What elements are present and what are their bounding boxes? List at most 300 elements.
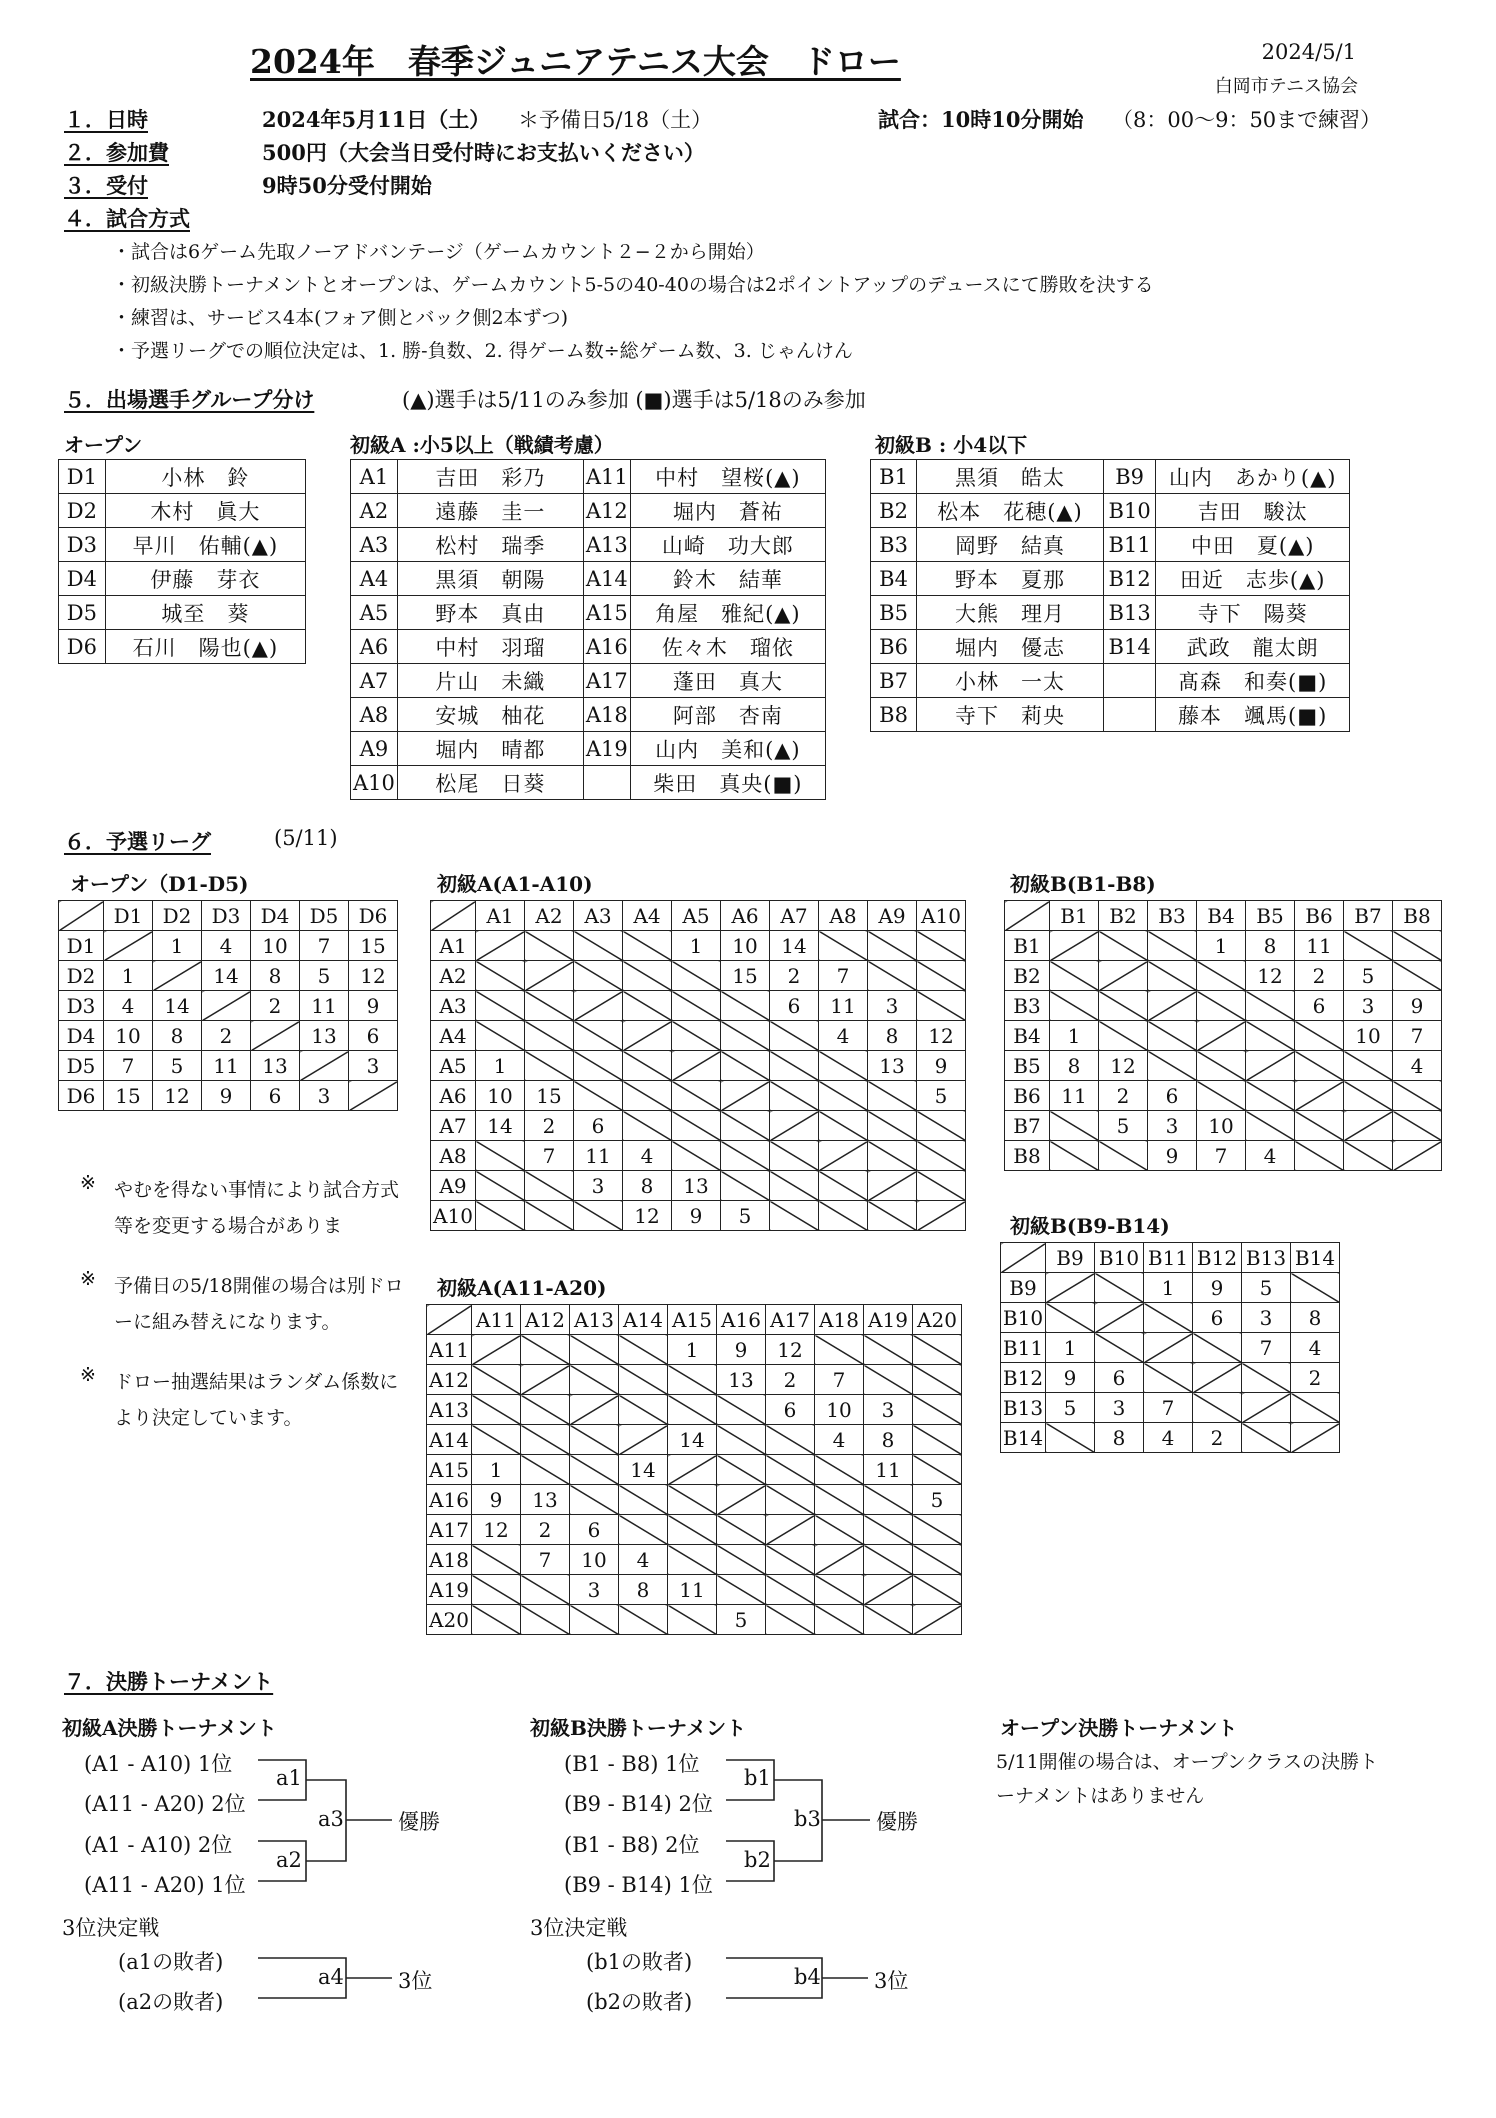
player-name: 中村 羽瑠	[397, 630, 583, 664]
matrix-score-cell: 6	[1295, 991, 1344, 1021]
matrix-score-cell: 1	[672, 931, 721, 961]
matrix-score-cell: 7	[104, 1051, 153, 1081]
player-name: 寺下 莉央	[917, 698, 1104, 732]
player-id: A11	[583, 460, 630, 494]
matrix-score-cell: 9	[1148, 1141, 1197, 1171]
player-id: A13	[583, 528, 630, 562]
player-name: 木村 眞大	[105, 494, 305, 528]
matrix-col-header: A15	[668, 1305, 717, 1335]
matrix-score-cell: 8	[251, 961, 300, 991]
matrix-score-cell: 1	[1197, 931, 1246, 961]
player-id: B1	[871, 460, 917, 494]
matrix-score-cell: 9	[202, 1081, 251, 1111]
matrix-row-header: D1	[59, 931, 104, 961]
matrix-col-header: A8	[819, 901, 868, 931]
matrix-row-header: B6	[1005, 1081, 1050, 1111]
matrix-row-header: D2	[59, 961, 104, 991]
matrix-row-header: A16	[427, 1485, 472, 1515]
matrix-row-header: A1	[431, 931, 476, 961]
player-id: B12	[1103, 562, 1155, 596]
matrix-col-header: B9	[1046, 1243, 1095, 1273]
matrix-row-header: A3	[431, 991, 476, 1021]
matrix-score-cell: 10	[1344, 1021, 1393, 1051]
matrix-score-cell: 8	[1291, 1303, 1340, 1333]
matrix-score-cell: 9	[1046, 1363, 1095, 1393]
matrix-col-header: D2	[153, 901, 202, 931]
match-label: a1	[276, 1766, 302, 1790]
matrix-col-header: A19	[864, 1305, 913, 1335]
matrix-col-header: B6	[1295, 901, 1344, 931]
matrix-row-header: A18	[427, 1545, 472, 1575]
note-mark: ※	[80, 1268, 96, 1290]
matrix-row-header: A2	[431, 961, 476, 991]
third-place-label: 3位	[874, 1969, 909, 1993]
matrix-score-cell: 5	[1344, 961, 1393, 991]
matrix-score-cell: 1	[104, 961, 153, 991]
matrix-row-header: A8	[431, 1141, 476, 1171]
matrix-col-header: B8	[1393, 901, 1442, 931]
matrix-score-cell: 9	[472, 1485, 521, 1515]
player-name: 阿部 杏南	[630, 698, 825, 732]
player-id: B4	[871, 562, 917, 596]
matrix-score-cell: 2	[766, 1365, 815, 1395]
a-tournament-title: 初級A決勝トーナメント	[62, 1716, 277, 1740]
rule-item: ・試合は6ゲーム先取ノーアドバンテージ（ゲームカウント２−２から開始）	[112, 241, 765, 263]
matrix-score-cell: 12	[1246, 961, 1295, 991]
matrix-score-cell: 8	[1095, 1423, 1144, 1453]
matrix-col-header: A9	[868, 901, 917, 931]
matrix-score-cell: 6	[349, 1021, 398, 1051]
matrix-score-cell: 5	[721, 1201, 770, 1231]
matrix-score-cell: 9	[672, 1201, 721, 1231]
matrix-score-cell: 11	[1050, 1081, 1099, 1111]
matrix-col-header: A16	[717, 1305, 766, 1335]
matrix-score-cell: 4	[1393, 1051, 1442, 1081]
matrix-col-header: B5	[1246, 901, 1295, 931]
matrix-score-cell: 7	[1393, 1021, 1442, 1051]
matrix-row-header: D5	[59, 1051, 104, 1081]
player-name: 山崎 功大郎	[630, 528, 825, 562]
a2-league-title: 初級A(A11-A20)	[437, 1276, 607, 1300]
champion-label: 優勝	[876, 1810, 918, 1834]
matrix-score-cell: 6	[1095, 1363, 1144, 1393]
bracket-seed: (A1 - A10) 2位	[84, 1833, 233, 1857]
matrix-score-cell: 1	[472, 1455, 521, 1485]
matrix-score-cell: 12	[349, 961, 398, 991]
matrix-score-cell: 2	[251, 991, 300, 1021]
note-text: ドロー抽選結果はランダム係数により決定しています。	[114, 1371, 399, 1429]
reception-time: 9時50分受付開始	[262, 173, 432, 198]
matrix-score-cell: 5	[1099, 1111, 1148, 1141]
matrix-score-cell: 7	[1197, 1141, 1246, 1171]
section-6-heading: ６．予選リーグ	[64, 829, 211, 854]
matrix-score-cell: 4	[202, 931, 251, 961]
player-id: A8	[351, 698, 398, 732]
entry-fee: 500円（大会当日受付時にお支払いください）	[262, 140, 705, 165]
matrix-score-cell: 2	[1295, 961, 1344, 991]
player-id: B3	[871, 528, 917, 562]
matrix-row-header: B8	[1005, 1141, 1050, 1171]
matrix-score-cell: 4	[619, 1545, 668, 1575]
matrix-score-cell: 14	[153, 991, 202, 1021]
matrix-row-header: A12	[427, 1365, 472, 1395]
matrix-score-cell: 12	[917, 1021, 966, 1051]
matrix-score-cell: 7	[1242, 1333, 1291, 1363]
matrix-score-cell: 5	[913, 1485, 962, 1515]
player-name: 蓬田 真大	[630, 664, 825, 698]
matrix-score-cell: 4	[1291, 1333, 1340, 1363]
matrix-score-cell: 2	[1099, 1081, 1148, 1111]
third-place-label: 3位	[398, 1969, 433, 1993]
match-label: b1	[744, 1766, 771, 1790]
matrix-score-cell: 8	[153, 1021, 202, 1051]
match-label: a3	[318, 1807, 344, 1831]
section-2-heading: ２．参加費	[64, 140, 169, 165]
matrix-score-cell: 6	[251, 1081, 300, 1111]
bracket-seed: (a1の敗者)	[118, 1950, 224, 1974]
matrix-score-cell: 13	[717, 1365, 766, 1395]
matrix-score-cell: 8	[623, 1171, 672, 1201]
matrix-row-header: B1	[1005, 931, 1050, 961]
player-name: 角屋 雅紀(▲)	[630, 596, 825, 630]
player-name: 小林 鈴	[105, 460, 305, 494]
matrix-score-cell: 1	[1046, 1333, 1095, 1363]
matrix-col-header: A12	[521, 1305, 570, 1335]
matrix-row-header: D6	[59, 1081, 104, 1111]
player-name: 遠藤 圭一	[397, 494, 583, 528]
matrix-col-header: A17	[766, 1305, 815, 1335]
matrix-col-header: D6	[349, 901, 398, 931]
matrix-score-cell: 8	[619, 1575, 668, 1605]
matrix-score-cell: 5	[917, 1081, 966, 1111]
matrix-row-header: A9	[431, 1171, 476, 1201]
player-name: 松尾 日葵	[397, 766, 583, 800]
page-title: 2024年 春季ジュニアテニス大会 ドロー	[250, 42, 901, 81]
player-name: 小林 一太	[917, 664, 1104, 698]
matrix-row-header: D3	[59, 991, 104, 1021]
matrix-score-cell: 1	[476, 1051, 525, 1081]
matrix-score-cell: 12	[623, 1201, 672, 1231]
organizer: 白岡市テニス協会	[1214, 76, 1358, 97]
participation-note: (▲)選手は5/11のみ参加 (■)選手は5/18のみ参加	[402, 388, 866, 412]
player-id: A4	[351, 562, 398, 596]
matrix-col-header: A20	[913, 1305, 962, 1335]
player-name: 岡野 結真	[917, 528, 1104, 562]
section-4-heading: ４．試合方式	[64, 206, 190, 231]
matrix-score-cell: 2	[1291, 1363, 1340, 1393]
matrix-score-cell: 4	[1144, 1423, 1193, 1453]
matrix-col-header: A5	[672, 901, 721, 931]
matrix-row-header: A20	[427, 1605, 472, 1635]
matrix-score-cell: 1	[1050, 1021, 1099, 1051]
group-b-title: 初級B : 小4以下	[875, 433, 1028, 457]
matrix-row-header: A5	[431, 1051, 476, 1081]
bracket-seed: (b1の敗者)	[586, 1950, 693, 1974]
matrix-score-cell: 11	[864, 1455, 913, 1485]
matrix-score-cell: 13	[300, 1021, 349, 1051]
player-id: A9	[351, 732, 398, 766]
player-name: 吉田 駿汰	[1156, 494, 1350, 528]
champion-label: 優勝	[398, 1810, 440, 1834]
matrix-score-cell: 1	[1144, 1273, 1193, 1303]
matrix-row-header: B3	[1005, 991, 1050, 1021]
match-start: 試合：10時10分開始	[878, 107, 1084, 132]
b2-league-title: 初級B(B9-B14)	[1010, 1214, 1170, 1238]
matrix-row-header: B4	[1005, 1021, 1050, 1051]
player-id: A5	[351, 596, 398, 630]
matrix-score-cell: 10	[1197, 1111, 1246, 1141]
match-label: b2	[744, 1848, 771, 1872]
note-text: 予備日の5/18開催の場合は別ドローに組み替えになります。	[114, 1275, 404, 1333]
matrix-score-cell: 6	[766, 1395, 815, 1425]
matrix-score-cell: 6	[1193, 1303, 1242, 1333]
matrix-score-cell: 14	[668, 1425, 717, 1455]
player-id: A16	[583, 630, 630, 664]
matrix-score-cell: 10	[476, 1081, 525, 1111]
matrix-score-cell: 4	[623, 1141, 672, 1171]
player-id: A7	[351, 664, 398, 698]
matrix-col-header: D3	[202, 901, 251, 931]
matrix-score-cell: 10	[570, 1545, 619, 1575]
section-7-heading: ７．決勝トーナメント	[64, 1669, 274, 1694]
matrix-score-cell: 13	[521, 1485, 570, 1515]
matrix-score-cell: 6	[1148, 1081, 1197, 1111]
open-tournament-note: 5/11開催の場合は、オープンクラスの決勝トーナメントはありません	[996, 1751, 1379, 1807]
matrix-score-cell: 14	[619, 1455, 668, 1485]
matrix-col-header: A18	[815, 1305, 864, 1335]
note-mark: ※	[80, 1172, 96, 1194]
matrix-score-cell: 10	[251, 931, 300, 961]
player-name: 山内 あかり(▲)	[1156, 460, 1350, 494]
matrix-score-cell: 2	[202, 1021, 251, 1051]
group-a-title: 初級A :小5以上（戦績考慮）	[350, 433, 614, 457]
open-league-title: オープン（D1-D5)	[70, 872, 249, 896]
matrix-score-cell: 14	[202, 961, 251, 991]
matrix-score-cell: 2	[1193, 1423, 1242, 1453]
event-date: 2024年5月11日（土）	[262, 107, 491, 132]
matrix-score-cell: 9	[1393, 991, 1442, 1021]
player-id: D1	[59, 460, 106, 494]
matrix-row-header: B12	[1001, 1363, 1046, 1393]
reserve-date: ＊予備日5/18（土）	[518, 108, 713, 132]
matrix-score-cell: 4	[104, 991, 153, 1021]
player-id: D2	[59, 494, 106, 528]
matrix-col-header: A10	[917, 901, 966, 931]
matrix-score-cell: 10	[721, 931, 770, 961]
player-name: 安城 柚花	[397, 698, 583, 732]
note-mark: ※	[80, 1364, 96, 1386]
matrix-score-cell: 7	[815, 1365, 864, 1395]
player-id: A12	[583, 494, 630, 528]
player-name: 藤本 颯馬(■)	[1156, 698, 1350, 732]
match-label: a2	[276, 1848, 302, 1872]
player-name: 野本 夏那	[917, 562, 1104, 596]
matrix-col-header: B11	[1144, 1243, 1193, 1273]
matrix-row-header: A14	[427, 1425, 472, 1455]
note-text: やむを得ない事情により試合方式等を変更する場合がありま	[114, 1179, 400, 1237]
matrix-col-header: A4	[623, 901, 672, 931]
matrix-score-cell: 3	[1344, 991, 1393, 1021]
matrix-row-header: A19	[427, 1575, 472, 1605]
bracket-seed: (b2の敗者)	[586, 1990, 693, 2014]
player-name: 寺下 陽葵	[1156, 596, 1350, 630]
match-label: b4	[794, 1965, 821, 1989]
matrix-score-cell: 6	[574, 1111, 623, 1141]
player-name: 黒須 朝陽	[397, 562, 583, 596]
player-name: 中田 夏(▲)	[1156, 528, 1350, 562]
matrix-row-header: B9	[1001, 1273, 1046, 1303]
matrix-score-cell: 11	[300, 991, 349, 1021]
matrix-score-cell: 1	[668, 1335, 717, 1365]
matrix-col-header: B3	[1148, 901, 1197, 931]
matrix-col-header: B13	[1242, 1243, 1291, 1273]
matrix-score-cell: 3	[1095, 1393, 1144, 1423]
matrix-row-header: A7	[431, 1111, 476, 1141]
matrix-score-cell: 11	[574, 1141, 623, 1171]
matrix-score-cell: 2	[770, 961, 819, 991]
matrix-row-header: B11	[1001, 1333, 1046, 1363]
matrix-score-cell: 7	[525, 1141, 574, 1171]
matrix-row-header: A11	[427, 1335, 472, 1365]
match-label: a4	[318, 1965, 344, 1989]
matrix-score-cell: 15	[525, 1081, 574, 1111]
matrix-col-header: A11	[472, 1305, 521, 1335]
player-id: A6	[351, 630, 398, 664]
player-id: D6	[59, 630, 106, 664]
player-name: 鈴木 結華	[630, 562, 825, 596]
player-name: 野本 真由	[397, 596, 583, 630]
bracket-seed: (B1 - B8) 2位	[564, 1833, 700, 1857]
player-id: B6	[871, 630, 917, 664]
matrix-score-cell: 12	[472, 1515, 521, 1545]
matrix-row-header: A17	[427, 1515, 472, 1545]
player-name: 松村 瑞季	[397, 528, 583, 562]
player-id: B11	[1103, 528, 1155, 562]
matrix-score-cell: 4	[1246, 1141, 1295, 1171]
bracket-seed: (A11 - A20) 2位	[84, 1792, 246, 1816]
matrix-row-header: A15	[427, 1455, 472, 1485]
matrix-row-header: B10	[1001, 1303, 1046, 1333]
player-id: A2	[351, 494, 398, 528]
match-label: b3	[794, 1807, 821, 1831]
b1-league-title: 初級B(B1-B8)	[1010, 872, 1156, 896]
matrix-row-header: D4	[59, 1021, 104, 1051]
player-name: 早川 佑輔(▲)	[105, 528, 305, 562]
player-name: 松本 花穂(▲)	[917, 494, 1104, 528]
b-tournament-title: 初級B決勝トーナメント	[530, 1716, 747, 1740]
matrix-score-cell: 9	[1193, 1273, 1242, 1303]
matrix-row-header: B5	[1005, 1051, 1050, 1081]
matrix-score-cell: 9	[349, 991, 398, 1021]
matrix-score-cell: 7	[521, 1545, 570, 1575]
matrix-col-header: D4	[251, 901, 300, 931]
player-name: 佐々木 瑠依	[630, 630, 825, 664]
matrix-col-header: A2	[525, 901, 574, 931]
player-name: 堀内 晴都	[397, 732, 583, 766]
rule-item: ・予選リーグでの順位決定は、1. 勝-負数、2. 得ゲーム数÷総ゲーム数、3. じゃんけん	[112, 340, 853, 362]
matrix-score-cell: 14	[476, 1111, 525, 1141]
player-name: 片山 未織	[397, 664, 583, 698]
matrix-score-cell: 8	[864, 1425, 913, 1455]
matrix-score-cell: 1	[153, 931, 202, 961]
player-id: A14	[583, 562, 630, 596]
player-id: B10	[1103, 494, 1155, 528]
matrix-score-cell: 8	[868, 1021, 917, 1051]
matrix-score-cell: 2	[525, 1111, 574, 1141]
player-name: 伊藤 芽衣	[105, 562, 305, 596]
matrix-score-cell: 7	[1144, 1393, 1193, 1423]
matrix-row-header: A6	[431, 1081, 476, 1111]
matrix-score-cell: 12	[153, 1081, 202, 1111]
matrix-row-header: B13	[1001, 1393, 1046, 1423]
matrix-score-cell: 7	[819, 961, 868, 991]
player-id: D5	[59, 596, 106, 630]
matrix-score-cell: 8	[1050, 1051, 1099, 1081]
player-name: 石川 陽也(▲)	[105, 630, 305, 664]
player-id: A17	[583, 664, 630, 698]
matrix-col-header: A3	[574, 901, 623, 931]
player-name: 山内 美和(▲)	[630, 732, 825, 766]
matrix-col-header: B2	[1099, 901, 1148, 931]
player-name: 城至 葵	[105, 596, 305, 630]
matrix-col-header: A14	[619, 1305, 668, 1335]
bracket-seed: (A11 - A20) 1位	[84, 1873, 246, 1897]
section-3-heading: ３．受付	[64, 173, 148, 198]
matrix-row-header: B2	[1005, 961, 1050, 991]
matrix-score-cell: 5	[153, 1051, 202, 1081]
player-name: 田近 志歩(▲)	[1156, 562, 1350, 596]
player-id: A18	[583, 698, 630, 732]
matrix-col-header: B7	[1344, 901, 1393, 931]
matrix-row-header: A4	[431, 1021, 476, 1051]
a1-league-title: 初級A(A1-A10)	[437, 872, 593, 896]
matrix-score-cell: 11	[1295, 931, 1344, 961]
matrix-score-cell: 5	[1242, 1273, 1291, 1303]
matrix-score-cell: 3	[349, 1051, 398, 1081]
player-name: 堀内 優志	[917, 630, 1104, 664]
matrix-col-header: B4	[1197, 901, 1246, 931]
matrix-score-cell: 3	[868, 991, 917, 1021]
player-name: 吉田 彩乃	[397, 460, 583, 494]
issue-date: 2024/5/1	[1261, 40, 1356, 64]
matrix-score-cell: 15	[349, 931, 398, 961]
open-group-title: オープン	[64, 433, 143, 457]
matrix-score-cell: 9	[917, 1051, 966, 1081]
bracket-seed: (B1 - B8) 1位	[564, 1752, 700, 1776]
matrix-score-cell: 6	[570, 1515, 619, 1545]
rule-item: ・練習は、サービス4本(フォア側とバック側2本ずつ)	[112, 307, 569, 329]
player-name: 黒須 皓太	[917, 460, 1104, 494]
matrix-score-cell: 13	[672, 1171, 721, 1201]
matrix-score-cell: 3	[570, 1575, 619, 1605]
open-tournament-title: オープン決勝トーナメント	[1000, 1716, 1238, 1740]
matrix-score-cell: 14	[770, 931, 819, 961]
matrix-score-cell: 3	[864, 1395, 913, 1425]
matrix-score-cell: 3	[300, 1081, 349, 1111]
matrix-col-header: B1	[1050, 901, 1099, 931]
matrix-score-cell: 11	[202, 1051, 251, 1081]
matrix-col-header: A13	[570, 1305, 619, 1335]
matrix-col-header: A6	[721, 901, 770, 931]
matrix-score-cell: 6	[770, 991, 819, 1021]
section-1-heading: １．日時	[64, 107, 148, 132]
matrix-score-cell: 11	[819, 991, 868, 1021]
matrix-col-header: D5	[300, 901, 349, 931]
bracket-seed: (a2の敗者)	[118, 1990, 224, 2014]
player-id: B13	[1103, 596, 1155, 630]
matrix-score-cell: 5	[717, 1605, 766, 1635]
player-id: D3	[59, 528, 106, 562]
